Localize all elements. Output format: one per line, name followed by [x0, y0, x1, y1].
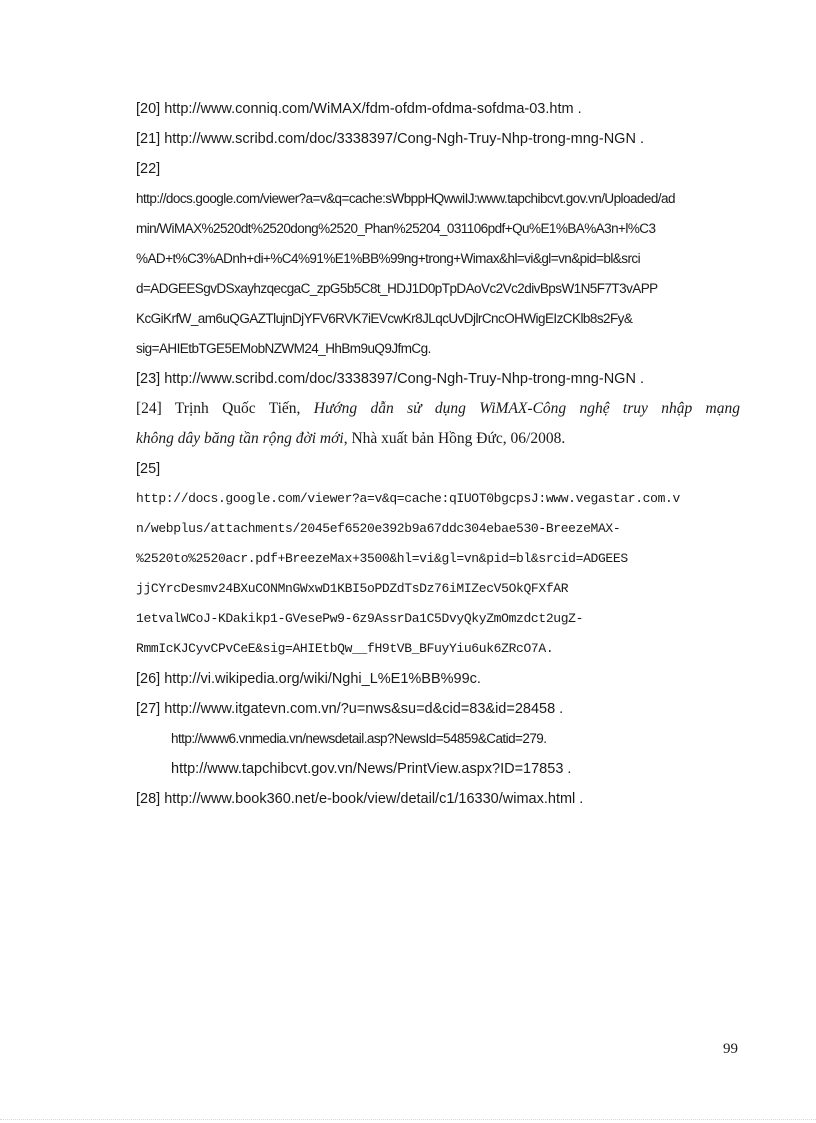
page-number: 99 — [723, 1041, 738, 1057]
reference-24-publisher: , Nhà xuất bản Hồng Đức, 06/2008. — [343, 430, 566, 447]
reference-25-line: n/webplus/attachments/2045ef6520e392b9a67ddc304ebae530-BreezeMAX- — [136, 521, 621, 536]
reference-25-line: 1etvalWCoJ-KDakikp1-GVesePw9-6z9AssrDa1C5DvyQkyZmOmzdct2ugZ- — [136, 611, 584, 626]
reference-25-line: http://docs.google.com/viewer?a=v&q=cache:qIUOT0bgcpsJ:www.vegastar.com.v — [136, 491, 680, 506]
reference-22-line: http://docs.google.com/viewer?a=v&q=cache:sWbppHQwwiIJ:www.tapchibcvt.gov.vn/Uploaded/ad — [136, 191, 675, 206]
reference-27: [27] http://www.itgatevn.com.vn/?u=nws&su=d&cid=83&id=28458 . — [136, 701, 564, 717]
reference-24-line-2 — [136, 424, 740, 454]
reference-25-label: [25] — [136, 461, 161, 477]
reference-23: [23] http://www.scribd.com/doc/3338397/Cong-Ngh-Truy-Nhp-trong-mng-NGN . — [136, 371, 644, 387]
reference-22-line: min/WiMAX%2520dt%2520dong%2520_Phan%25204_031106pdf+Qu%E1%BA%A3n+l%C3 — [136, 221, 656, 236]
reference-list — [136, 94, 740, 814]
page-bottom-divider — [0, 1119, 816, 1120]
reference-25-line: jjCYrcDesmv24BXuCONMnGWxwD1KBI5oPDZdTsDz76iMIZecV5OkQFXfAR — [136, 581, 569, 596]
reference-27-sub-1: http://www6.vnmedia.vn/newsdetail.asp?NewsId=54859&Catid=279. — [171, 731, 547, 746]
reference-22-line: sig=AHIEtbTGE5EMobNZWM24_HhBm9uQ9JfmCg. — [136, 341, 431, 356]
reference-24-author: [24] Trịnh Quốc Tiến, — [136, 400, 314, 417]
reference-27-sub-2: http://www.tapchibcvt.gov.vn/News/PrintView.aspx?ID=17853 . — [171, 761, 572, 777]
reference-24-line-1 — [136, 394, 740, 424]
reference-25-line: RmmIcKJCyvCPvCeE&sig=AHIEtbQw__fH9tVB_BFuyYiu6uk6ZRcO7A. — [136, 641, 554, 656]
reference-24-title-continued: không dây băng tần rộng đời mới — [136, 430, 344, 447]
reference-26: [26] http://vi.wikipedia.org/wiki/Nghi_L%E1%BB%99c. — [136, 671, 481, 687]
reference-22-label: [22] — [136, 161, 161, 177]
reference-25-line: %2520to%2520acr.pdf+BreezeMax+3500&hl=vi&gl=vn&pid=bl&srcid=ADGEES — [136, 551, 628, 566]
reference-21: [21] http://www.scribd.com/doc/3338397/Cong-Ngh-Truy-Nhp-trong-mng-NGN . — [136, 131, 644, 147]
reference-22-line: %AD+t%C3%ADnh+di+%C4%91%E1%BB%99ng+trong+Wimax&hl=vi&gl=vn&pid=bl&srci — [136, 251, 641, 266]
reference-20: [20] http://www.conniq.com/WiMAX/fdm-ofdm-ofdma-sofdma-03.htm . — [136, 101, 582, 117]
reference-28: [28] http://www.book360.net/e-book/view/detail/c1/16330/wimax.html . — [136, 791, 584, 807]
reference-22-line: KcGiKrfW_am6uQGAZTlujnDjYFV6RVK7iEVcwKr8JLqcUvDjlrCncOHWigEIzCKlb8s2Fy& — [136, 311, 633, 326]
reference-24-title: Hướng dẫn sử dụng WiMAX-Công nghệ truy nhập mạng — [313, 400, 740, 417]
reference-22-line: d=ADGEESgvDSxayhzqecgaC_zpG5b5C8t_HDJ1D0pTpDAoVc2Vc2divBpsW1N5F7T3vAPP — [136, 281, 658, 296]
